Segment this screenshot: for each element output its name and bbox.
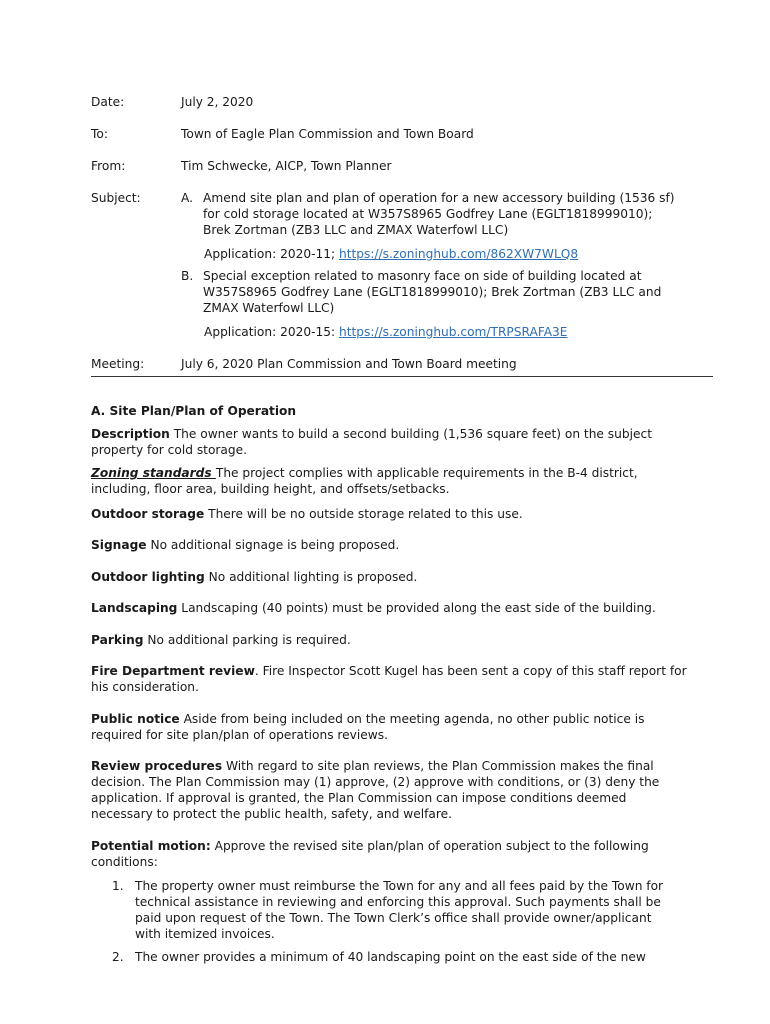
- paragraph-label: Signage: [91, 538, 147, 552]
- paragraph-text: With regard to site plan reviews, the Plan Commission makes the final decision. The Plan Commission may (1) approve, (2) approve with conditions, or (3) deny the application. If approval is granted, the Plan Commission can impose conditions deemed necessary to protect the public health, safety, and welfare.: [91, 759, 660, 821]
- subject-item-text: Amend site plan and plan of operation for a new accessory building (1536 sf) for cold storage located at W357S8965 Godfrey Lane (EGLT1818999010); Brek Zortman (ZB3 LLC and ZMAX Waterfowl LLC): [203, 191, 675, 237]
- paragraph-label: Public notice: [91, 712, 180, 726]
- section-title: A. Site Plan/Plan of Operation: [91, 404, 297, 418]
- paragraph-text: No additional signage is being proposed.: [146, 538, 400, 552]
- paragraph-text: Landscaping (40 points) must be provided along the east side of the building.: [177, 601, 656, 615]
- paragraph-outdoor-storage: [91, 506, 691, 522]
- subject-label: Subject:: [91, 191, 141, 205]
- paragraph-text: No additional lighting is proposed.: [204, 570, 418, 584]
- to-value: Town of Eagle Plan Commission and Town Board: [181, 127, 474, 141]
- paragraph-parking: [91, 632, 691, 648]
- paragraph-label: Landscaping: [91, 601, 178, 615]
- header-divider: [91, 376, 713, 377]
- condition-number: 2.: [112, 950, 124, 964]
- condition-number: 1.: [112, 879, 124, 893]
- paragraph-label: Review procedures: [91, 759, 223, 773]
- date-label: Date:: [91, 95, 125, 109]
- paragraph-text: There will be no outside storage related to this use.: [204, 507, 523, 521]
- from-value: Tim Schwecke, AICP, Town Planner: [181, 159, 392, 173]
- application-line-a: [204, 246, 578, 262]
- from-label: From:: [91, 159, 126, 173]
- paragraph-label: Parking: [91, 633, 144, 647]
- subject-item-letter: B.: [181, 269, 194, 283]
- paragraph-text: The project complies with applicable requirements in the B-4 district, including, floor area, building height, and offsets/setbacks.: [91, 466, 638, 496]
- paragraph-fire-department: [91, 663, 691, 695]
- application-label: Application: 2020-11;: [204, 247, 336, 261]
- application-label: Application: 2020-15:: [204, 325, 336, 339]
- paragraph-landscaping: [91, 600, 691, 616]
- to-label: To:: [91, 127, 108, 141]
- paragraph-label: Description: [91, 427, 170, 441]
- paragraph-potential-motion: [91, 838, 691, 870]
- paragraph-label: Zoning standards: [91, 466, 216, 480]
- paragraph-review-procedures: [91, 758, 691, 822]
- application-link[interactable]: https://s.zoninghub.com/862XW7WLQ8: [338, 247, 579, 261]
- date-value: July 2, 2020: [181, 95, 254, 109]
- paragraph-text: No additional parking is required.: [143, 633, 351, 647]
- subject-item-text: Special exception related to masonry face on side of building located at W357S8965 Godfrey Lane (EGLT1818999010); Brek Zortman (ZB3 LLC and ZMAX Waterfowl LLC): [203, 269, 662, 315]
- paragraph-text: Aside from being included on the meeting agenda, no other public notice is required for site plan/plan of operations reviews.: [91, 712, 645, 742]
- paragraph-outdoor-lighting: [91, 569, 691, 585]
- condition-text: The property owner must reimburse the Town for any and all fees paid by the Town for technical assistance in reviewing and enforcing this approval. Such payments shall be paid upon request of the Town. The Town Clerk’s office shall provide owner/applicant with itemized invoices.: [135, 879, 664, 941]
- application-link[interactable]: https://s.zoninghub.com/TRPSRAFA3E: [338, 325, 568, 339]
- subject-item-letter: A.: [181, 191, 193, 205]
- paragraph-text: . Fire Inspector Scott Kugel has been sent a copy of this staff report for his consideration.: [91, 664, 687, 694]
- paragraph-zoning: [91, 465, 691, 497]
- paragraph-label: Outdoor storage: [91, 507, 205, 521]
- condition-text: The owner provides a minimum of 40 landscaping point on the east side of the new: [135, 950, 646, 964]
- paragraph-label: Outdoor lighting: [91, 570, 205, 584]
- paragraph-label: Potential motion:: [91, 839, 211, 853]
- paragraph-description: [91, 426, 691, 458]
- paragraph-text: Approve the revised site plan/plan of operation subject to the following conditions:: [91, 839, 649, 869]
- paragraph-public-notice: [91, 711, 691, 743]
- paragraph-signage: [91, 537, 691, 553]
- application-line-b: [204, 324, 568, 340]
- meeting-value: July 6, 2020 Plan Commission and Town Board meeting: [181, 357, 517, 371]
- meeting-label: Meeting:: [91, 357, 145, 371]
- paragraph-text: The owner wants to build a second building (1,536 square feet) on the subject property for cold storage.: [91, 427, 652, 457]
- paragraph-label: Fire Department review: [91, 664, 255, 678]
